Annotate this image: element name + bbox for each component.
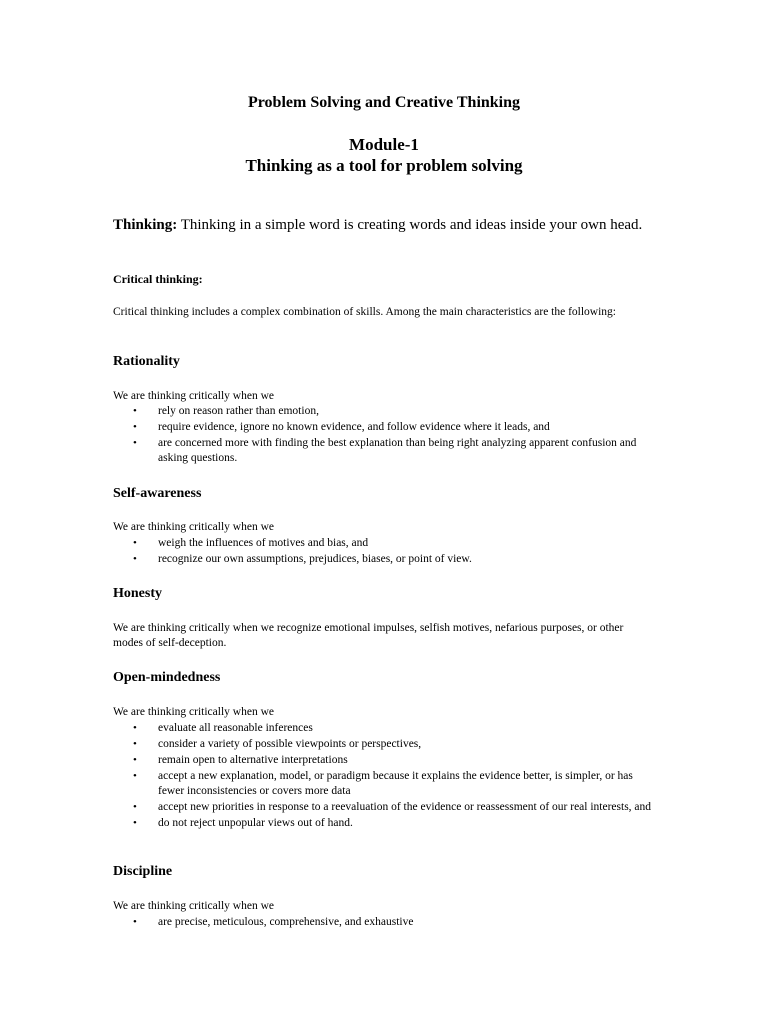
list-item [113,536,653,551]
bullet-icon: • [133,405,137,417]
list-item [113,404,653,419]
bullet-icon: • [133,754,137,766]
critical-thinking-intro: Critical thinking includes a complex combination of skills. Among the main characteristics are the following: [113,306,617,318]
thinking-definition [113,217,642,234]
list-item [113,552,653,567]
bullet-icon: • [133,537,137,549]
bullet-icon: • [133,817,137,829]
list-item-text: accept new priorities in response to a reevaluation of the evidence or reassessment of our real interests, and [158,801,652,813]
list-item-text: accept a new explanation, model, or paradigm because it explains the evidence better, is simpler, or has fewer inconsistencies or covers more data [158,770,633,797]
bullet-icon: • [133,553,137,565]
section-heading-self-awareness: Self-awareness [113,486,202,501]
list-item-text: weigh the influences of motives and bias, and [158,537,369,549]
list-item-text: remain open to alternative interpretations [158,754,348,766]
list-item-text: recognize our own assumptions, prejudices, biases, or point of view. [158,553,472,565]
bullet-list-discipline [113,915,653,931]
list-item-text: rely on reason rather than emotion, [158,405,319,417]
list-item [113,915,653,930]
module-title: Module-1 [349,135,419,154]
bullet-icon: • [133,801,137,813]
bullet-list-open-mindedness [113,721,653,832]
bullet-icon: • [133,421,137,433]
list-item-text: are precise, meticulous, comprehensive, and exhaustive [158,916,414,928]
list-item [113,816,653,831]
section-heading-rationality: Rationality [113,354,180,369]
module-subtitle: Thinking as a tool for problem solving [245,156,523,175]
bullet-list-rationality [113,404,653,467]
section-text-honesty: We are thinking critically when we recognize emotional impulses, selfish motives, nefarious purposes, or other modes of self-deception. [113,622,624,649]
list-item-text: consider a variety of possible viewpoints or perspectives, [158,738,422,750]
document-title: Problem Solving and Creative Thinking [247,94,521,111]
list-item [113,769,653,799]
bullet-list-self-awareness [113,536,653,568]
section-lead-self-awareness: We are thinking critically when we [113,521,274,533]
bullet-icon: • [133,738,137,750]
section-heading-honesty: Honesty [113,586,162,601]
section-lead-discipline: We are thinking critically when we [113,900,274,912]
list-item-text: do not reject unpopular views out of hand. [158,817,353,829]
thinking-label: Thinking: [113,217,178,233]
section-heading-open-mindedness: Open-mindedness [113,670,221,685]
section-lead-rationality: We are thinking critically when we [113,390,274,402]
bullet-icon: • [133,770,137,782]
critical-thinking-heading: Critical thinking: [113,272,203,286]
list-item [113,436,653,466]
thinking-text: Thinking in a simple word is creating words and ideas inside your own head. [177,217,643,233]
list-item-text: are concerned more with finding the best explanation than being right analyzing apparent confusion and asking questions. [158,437,637,464]
list-item-text: require evidence, ignore no known evidence, and follow evidence where it leads, and [158,421,550,433]
list-item [113,721,653,736]
section-lead-open-mindedness: We are thinking critically when we [113,706,274,718]
list-item [113,753,653,768]
section-heading-discipline: Discipline [113,864,173,879]
list-item [113,800,653,815]
bullet-icon: • [133,722,137,734]
list-item-text: evaluate all reasonable inferences [158,722,313,734]
list-item [113,737,653,752]
bullet-icon: • [133,437,137,449]
list-item [113,420,653,435]
bullet-icon: • [133,916,137,928]
